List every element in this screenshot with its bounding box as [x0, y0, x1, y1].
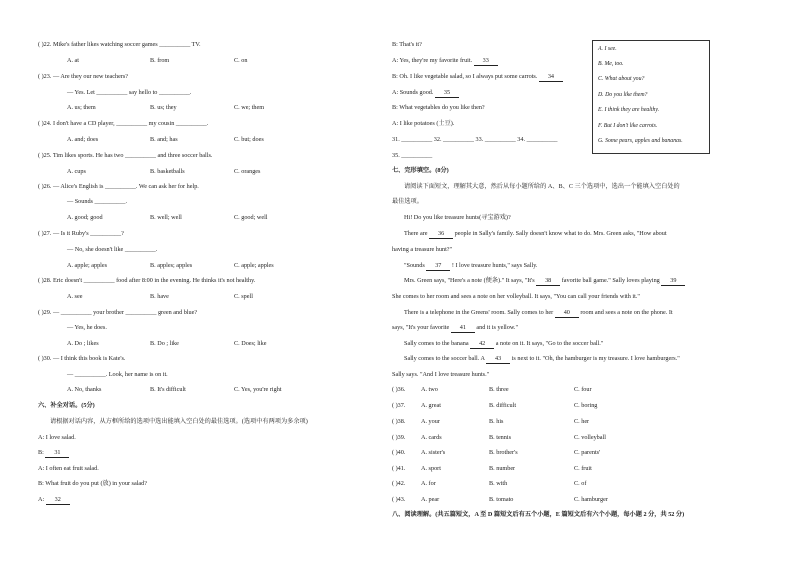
passage-text: There are	[404, 230, 428, 237]
question-23	[38, 73, 128, 81]
passage-text: and it is yellow."	[476, 324, 519, 331]
dialogue-line	[38, 449, 69, 458]
option-a: A. cups	[67, 168, 86, 175]
question-26	[38, 183, 199, 191]
option-b: B. have	[150, 293, 169, 300]
question-43	[392, 496, 405, 504]
question-25	[38, 152, 212, 160]
passage-text: Sally comes to the soccer ball. A	[404, 355, 485, 362]
option-c: C. apple; apples	[234, 262, 274, 269]
blank-34[interactable]: 34	[539, 73, 563, 82]
answer-slot[interactable]: ( )42.	[392, 480, 406, 487]
option-a: A. pear	[421, 496, 440, 503]
section-6-instructions: 请根据对话内容，从方框所给的选项中选出能填入空白处的最佳选项。(选项中有两项为多余项)	[50, 418, 308, 425]
question-text: — No, she doesn't like __________.	[67, 246, 158, 253]
option-a: A. sister's	[421, 449, 446, 456]
blank-37[interactable]: 37	[426, 262, 450, 271]
dialogue-text: A: Sounds good.	[392, 89, 434, 96]
passage-line: Sally says. "And I love treasure hunts."	[392, 371, 490, 378]
question-27	[38, 230, 124, 238]
box-option-c: C. What about you?	[598, 76, 645, 82]
dialogue-line: B: That's it?	[392, 41, 422, 48]
box-option-b: B. Me, too.	[598, 61, 624, 67]
passage-line	[404, 230, 667, 239]
dialogue-text: A: Yes, they're my favorite fruit.	[392, 57, 473, 64]
answer-slot[interactable]: ( )40.	[392, 449, 406, 456]
passage-line	[404, 309, 673, 318]
box-option-e: E. I think they are healthy.	[598, 107, 660, 113]
option-c: C. good; well	[234, 214, 268, 221]
blank-36[interactable]: 36	[429, 230, 453, 239]
option-b: B. apples; apples	[150, 262, 193, 269]
option-b: B. us; they	[150, 104, 177, 111]
option-b: B. tennis	[489, 434, 512, 441]
option-c: C. hamburger	[574, 496, 608, 503]
speaker-label: B:	[38, 449, 44, 456]
option-c: C. volleyball	[574, 434, 606, 441]
option-b: B. tomato	[489, 496, 514, 503]
option-c: C. four	[574, 386, 592, 393]
option-a: A. good; good	[67, 214, 103, 221]
question-text: — __________ your brother __________ green and blue?	[52, 309, 198, 316]
answer-slot[interactable]: ( )27.	[38, 230, 52, 237]
box-option-a: A. I see.	[598, 46, 617, 52]
passage-text: Sally comes to the banana	[404, 340, 469, 347]
box-option-d: D. Do you like them?	[598, 92, 648, 98]
dialogue-line: B: What vegetables do you like then?	[392, 104, 485, 111]
option-b: B. his	[489, 418, 504, 425]
question-text: — Is it Ruby's __________?	[52, 230, 124, 237]
section-6-title: 六、补全对话。(5分)	[38, 402, 95, 409]
passage-text: ! I love treasure hunts," says Sally.	[451, 262, 538, 269]
section-7-instructions: 请阅读下面短文，理解其大意，然后从每小题所给的 A、B、C 三个选项中，选出一个能填入空白处的	[404, 183, 680, 190]
box-option-f: F. But I don't like carrots.	[598, 123, 658, 129]
answer-row[interactable]: 35. __________	[392, 152, 433, 159]
option-b: B. difficult	[489, 402, 517, 409]
question-text: — Alice's English is __________. We can ask her for help.	[52, 183, 199, 190]
passage-text: There is a telephone in the Greens' room. Sally comes to her	[404, 309, 554, 316]
blank-42[interactable]: 42	[470, 340, 494, 349]
question-36	[392, 386, 405, 394]
answer-slot[interactable]: ( )26.	[38, 183, 52, 190]
blank-40[interactable]: 40	[555, 309, 579, 318]
answer-slot[interactable]: ( )23.	[38, 73, 52, 80]
answer-slot[interactable]: ( )29.	[38, 309, 52, 316]
question-29	[38, 309, 197, 317]
section-8-title: 八、阅读理解。(共五篇短文，A 至 D 篇短文后有五个小题，E 篇短文后有六个小题，每小题 2 分，共 52 分)	[392, 511, 685, 518]
question-text: Eric doesn't __________ food after 8:00 in the evening. He thinks it's not healthy.	[52, 277, 256, 284]
question-30	[38, 355, 125, 363]
blank-35[interactable]: 35	[435, 89, 459, 98]
option-a: A. cards	[421, 434, 442, 441]
answer-slot[interactable]: ( )37.	[392, 402, 406, 409]
option-c: C. but; does	[234, 136, 264, 143]
answer-slot[interactable]: ( )24.	[38, 120, 52, 127]
blank-32[interactable]: 32	[46, 496, 70, 505]
answer-slot[interactable]: ( )41.	[392, 465, 406, 472]
passage-line	[404, 277, 685, 286]
option-c: C. her	[574, 418, 590, 425]
option-a: A. sport	[421, 465, 441, 472]
option-c: C. spell	[234, 293, 253, 300]
question-40	[392, 449, 405, 457]
option-a: A. Do ; likes	[67, 340, 99, 347]
blank-39[interactable]: 39	[661, 277, 685, 286]
question-text: — I think this book is Kate's.	[52, 355, 126, 362]
answer-slot[interactable]: ( )25.	[38, 152, 52, 159]
dialogue-line	[392, 89, 459, 98]
option-b: B. with	[489, 480, 508, 487]
question-text: I don't have a CD player, __________ my cousin __________.	[52, 120, 209, 127]
dialogue-line: A: I love salad.	[38, 434, 76, 441]
passage-text: Mrs. Green says, "Here's a note (便条)." It says, "It's	[404, 277, 535, 284]
question-37	[392, 402, 405, 410]
option-b: B. from	[150, 57, 170, 64]
question-28	[38, 277, 255, 285]
dialogue-line	[392, 73, 563, 82]
option-c: C. parents'	[574, 449, 601, 456]
option-b: B. Do ; like	[150, 340, 179, 347]
dialogue-line	[38, 496, 70, 505]
option-c: C. oranges	[234, 168, 261, 175]
section-7-instructions: 最佳选项。	[392, 198, 423, 205]
answer-slot[interactable]: ( )22.	[38, 41, 52, 48]
option-b: B. brother's	[489, 449, 518, 456]
passage-line	[404, 355, 680, 364]
answer-slot[interactable]: ( )38.	[392, 418, 406, 425]
option-a: A. at	[67, 57, 80, 64]
question-text: — Yes, he does.	[67, 324, 107, 331]
option-c: C. Yes, you're right	[234, 386, 282, 393]
passage-text: a note on it. It says, "Go to the soccer ball."	[495, 340, 604, 347]
passage-text: favorite ball game." Sally loves playing	[561, 277, 660, 284]
question-38	[392, 418, 405, 426]
option-c: C. of	[574, 480, 587, 487]
option-a: A. your	[421, 418, 440, 425]
answer-row[interactable]: 31. __________ 32. __________ 33. __________ 34. __________	[392, 136, 558, 143]
passage-text: says, "It's your favorite	[392, 324, 450, 331]
option-c: C. boring	[574, 402, 598, 409]
option-b: B. and; has	[150, 136, 178, 143]
answer-slot[interactable]: ( )30.	[38, 355, 52, 362]
option-a: A. us; them	[67, 104, 96, 111]
speaker-label: A:	[38, 496, 45, 503]
answer-slot[interactable]: ( )39.	[392, 434, 406, 441]
passage-text: people in Sally's family. Sally doesn't know what to do. Mrs. Green asks, "How about	[454, 230, 667, 237]
question-41	[392, 465, 405, 473]
passage-line	[404, 262, 537, 271]
question-text: Tim likes sports. He has two __________ and three soccer balls.	[52, 152, 213, 159]
option-b: B. three	[489, 386, 509, 393]
question-22	[38, 41, 201, 49]
passage-line	[392, 324, 518, 333]
answer-slot[interactable]: ( )43.	[392, 496, 406, 503]
option-a: A. and; does	[67, 136, 99, 143]
question-text: — Are they our new teachers?	[52, 73, 129, 80]
blank-33[interactable]: 33	[474, 57, 498, 66]
dialogue-text: B: Oh. I like vegetable salad, so I always put some carrots.	[392, 73, 538, 80]
passage-line: Hi! Do you like treasure hunts(寻宝游戏)?	[404, 214, 511, 221]
option-a: A. No, thanks	[67, 386, 102, 393]
question-24	[38, 120, 208, 128]
option-b: B. basketballs	[150, 168, 185, 175]
option-a: A. for	[421, 480, 436, 487]
question-39	[392, 434, 405, 442]
section-7-title: 七、完形填空。(8分)	[392, 167, 449, 174]
option-c: C. fruit	[574, 465, 592, 472]
blank-38[interactable]: 38	[536, 277, 560, 286]
option-c: C. we; them	[234, 104, 265, 111]
answer-slot[interactable]: ( )36.	[392, 386, 406, 393]
option-b: B. number	[489, 465, 516, 472]
dialogue-line: A: I like potatoes (土豆).	[392, 120, 455, 127]
option-b: B. It's difficult	[150, 386, 186, 393]
passage-line	[404, 340, 603, 349]
question-text: — Sounds __________.	[67, 198, 127, 205]
option-c: C. on	[234, 57, 248, 64]
question-text: — __________. Look, her name is on it.	[67, 371, 168, 378]
blank-41[interactable]: 41	[451, 324, 475, 333]
option-a: A. see	[67, 293, 83, 300]
passage-line: She comes to her room and sees a note on her volleyball. It says, "You can call your friends with it."	[392, 293, 640, 300]
option-a: A. two	[421, 386, 438, 393]
options-box	[592, 40, 710, 154]
option-c: C. Does; like	[234, 340, 267, 347]
dialogue-line	[392, 57, 498, 66]
option-a: A. great	[421, 402, 441, 409]
question-text: Mike's father likes watching soccer games __________ TV.	[52, 41, 201, 48]
dialogue-line: A: I often eat fruit salad.	[38, 465, 99, 472]
answer-slot[interactable]: ( )28.	[38, 277, 52, 284]
passage-text: "Sounds	[404, 262, 425, 269]
option-a: A. apple; apples	[67, 262, 108, 269]
blank-31[interactable]: 31	[45, 449, 69, 458]
passage-line: having a treasure hunt?"	[392, 246, 453, 253]
question-text: — Yes. Let __________ say hello to __________.	[67, 89, 192, 96]
option-b: B. well; well	[150, 214, 182, 221]
passage-text: room and sees a note on the phone. It	[580, 309, 673, 316]
question-42	[392, 480, 405, 488]
blank-43[interactable]: 43	[486, 355, 510, 364]
passage-text: is next to it. "Oh, the hamburger is my treasure. I love hamburgers."	[511, 355, 680, 362]
dialogue-line: B: What fruit do you put (放) in your salad?	[38, 480, 148, 487]
box-option-g: G. Some pears, apples and bananas.	[598, 138, 683, 144]
